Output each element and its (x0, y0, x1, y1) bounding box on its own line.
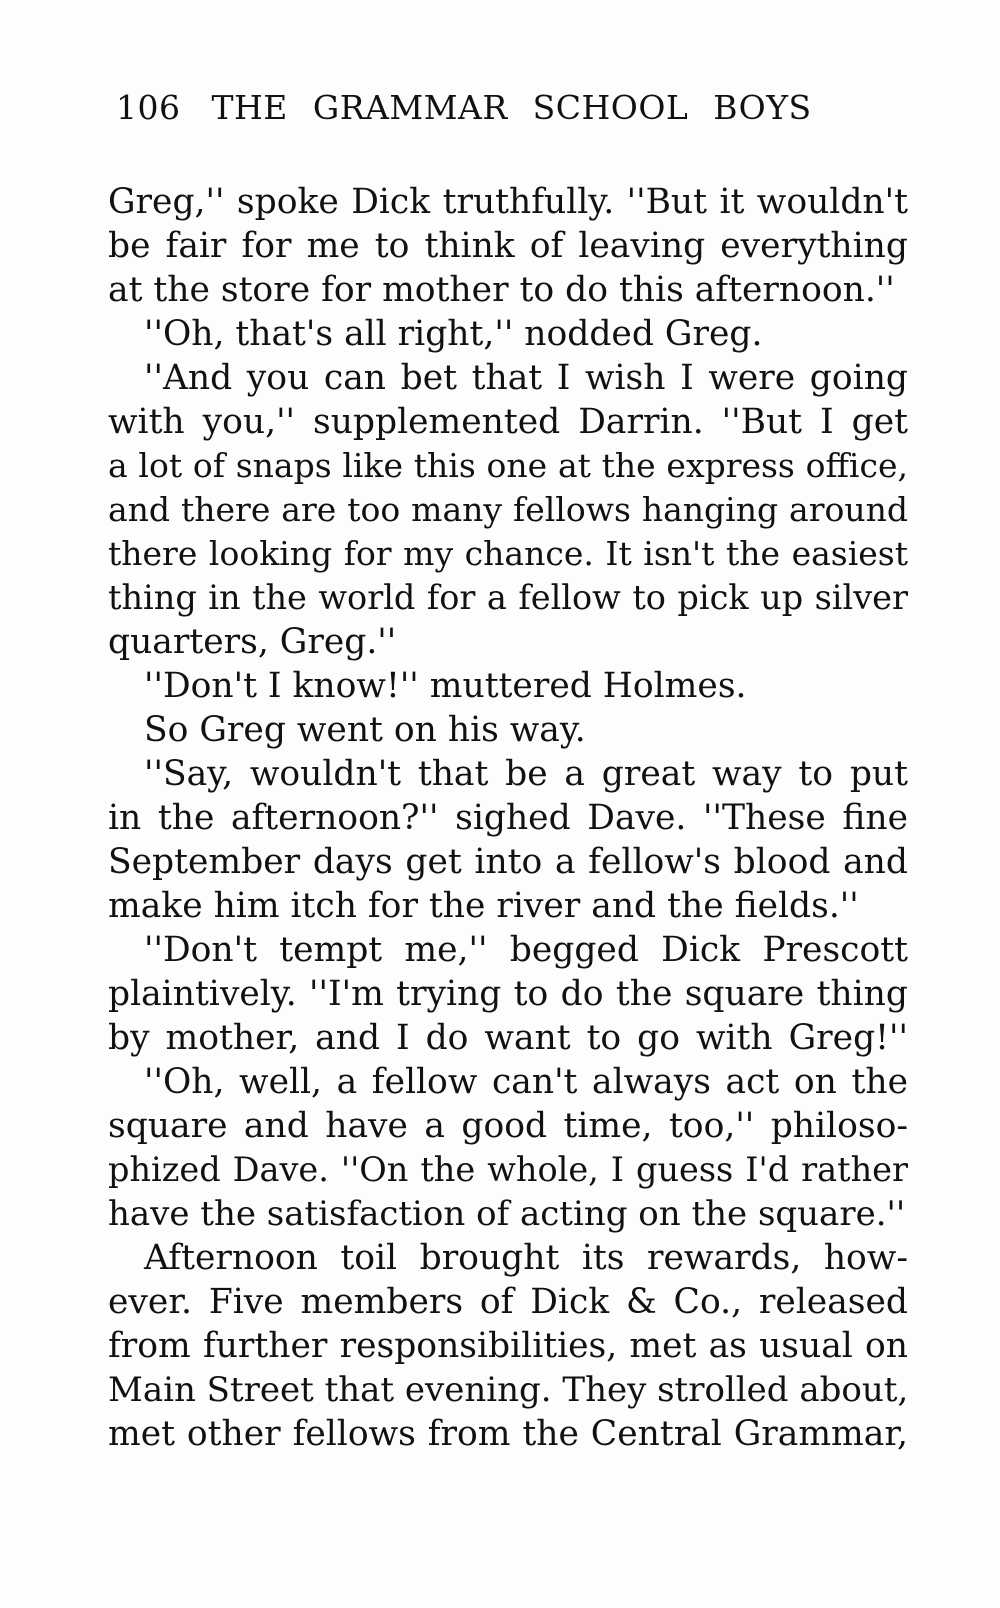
text-line: ''Oh, well, a fellow can't always act on the (144, 1062, 908, 1102)
text-line: quarters, Greg.'' (108, 622, 397, 662)
body-text (108, 180, 908, 1456)
text-line: Main Street that evening. They strolled about, (108, 1370, 909, 1410)
text-line: square and have a good time, too,'' philoso- (108, 1106, 908, 1146)
text-line: in the afternoon?'' sighed Dave. ''These fine (108, 798, 908, 838)
text-line: by mother, and I do want to go with Greg!'' (108, 1018, 908, 1058)
text-line: from further responsibilities, met as usual on (108, 1326, 908, 1366)
running-title: THE GRAMMAR SCHOOL BOYS (211, 88, 812, 127)
text-line: ''Don't tempt me,'' begged Dick Prescott (144, 930, 908, 970)
text-line: with you,'' supplemented Darrin. ''But I get (108, 402, 908, 442)
text-line: So Greg went on his way. (144, 710, 586, 750)
text-line: a lot of snaps like this one at the express office, (108, 446, 908, 485)
text-line: plaintively. ''I'm trying to do the square thing (108, 974, 908, 1014)
text-line: ''And you can bet that I wish I were going (144, 358, 908, 398)
text-line: at the store for mother to do this afternoon.'' (108, 270, 895, 310)
page-number: 106 (116, 88, 181, 127)
text-line: be fair for me to think of leaving everything (108, 226, 908, 266)
text-line: met other fellows from the Central Grammar, (108, 1414, 908, 1454)
text-line: and there are too many fellows hanging around (108, 490, 908, 529)
text-line: have the satisfaction of acting on the square.'' (108, 1194, 906, 1234)
text-line: phized Dave. ''On the whole, I guess I'd rather (108, 1150, 908, 1189)
text-line: Greg,'' spoke Dick truthfully. ''But it wouldn't (108, 182, 908, 222)
text-line: ''Say, wouldn't that be a great way to put (144, 754, 908, 794)
text-line: there looking for my chance. It isn't the easiest (108, 534, 908, 573)
text-line: Afternoon toil brought its rewards, how- (144, 1238, 908, 1278)
text-line: ''Oh, that's all right,'' nodded Greg. (144, 314, 763, 354)
text-line: thing in the world for a fellow to pick up silver (108, 578, 908, 617)
text-line: ''Don't I know!'' muttered Holmes. (144, 666, 747, 706)
text-line: make him itch for the river and the fields.'' (108, 886, 859, 926)
text-line: September days get into a fellow's blood and (108, 842, 908, 882)
text-line: ever. Five members of Dick & Co., released (108, 1282, 908, 1322)
running-header (116, 88, 876, 127)
